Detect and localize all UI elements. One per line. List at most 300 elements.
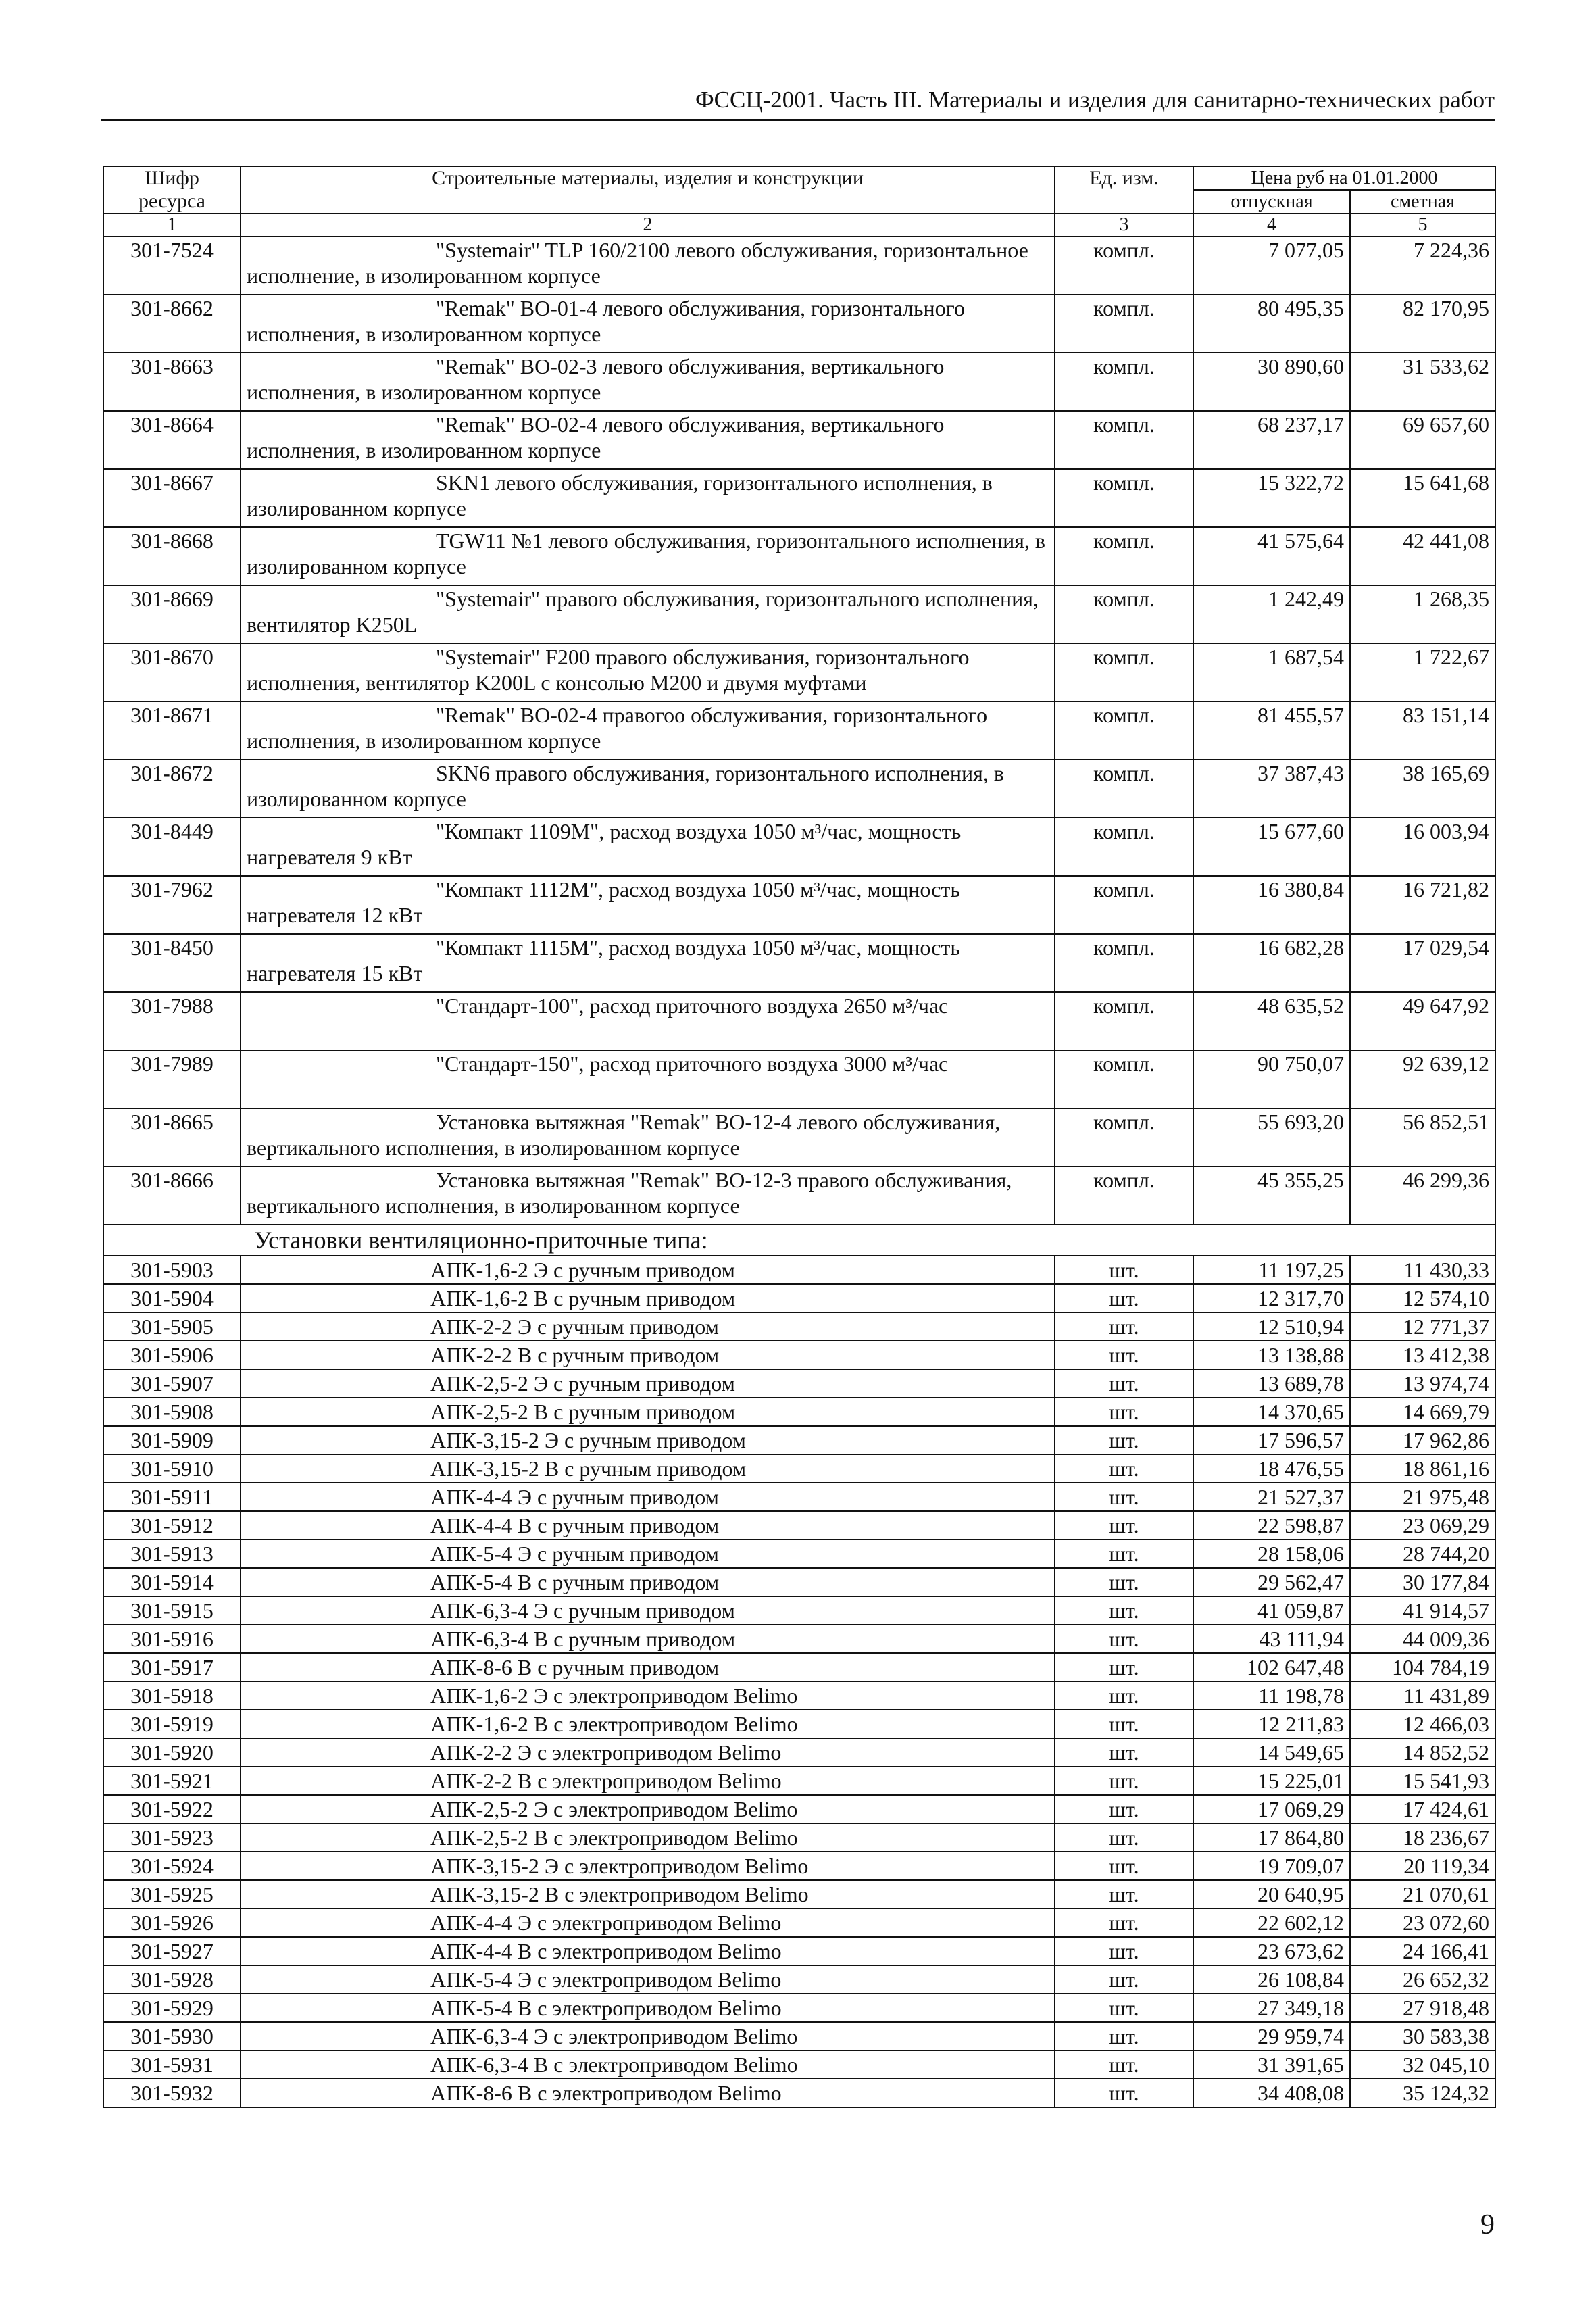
item-name bbox=[241, 469, 1055, 527]
unit: шт. bbox=[1055, 1823, 1193, 1852]
item-name: АПК-6,3-4 В с электроприводом Belimo bbox=[241, 2050, 1055, 2079]
table-row bbox=[103, 1256, 1495, 1284]
unit: компл. bbox=[1055, 818, 1193, 876]
release-price: 17 069,29 bbox=[1193, 1795, 1350, 1823]
table-row bbox=[103, 934, 1495, 992]
release-price: 1 242,49 bbox=[1193, 585, 1350, 643]
resource-code: 301-7988 bbox=[103, 992, 241, 1050]
estimate-price: 23 069,29 bbox=[1350, 1511, 1495, 1540]
table-row bbox=[103, 585, 1495, 643]
estimate-price: 42 441,08 bbox=[1350, 527, 1495, 585]
estimate-price: 28 744,20 bbox=[1350, 1540, 1495, 1568]
item-name bbox=[241, 237, 1055, 295]
item-name: АПК-8-6 В с ручным приводом bbox=[241, 1653, 1055, 1681]
table-row bbox=[103, 2079, 1495, 2107]
resource-code: 301-5918 bbox=[103, 1681, 241, 1710]
release-price: 37 387,43 bbox=[1193, 760, 1350, 818]
item-name: АПК-8-6 В с электроприводом Belimo bbox=[241, 2079, 1055, 2107]
table-row bbox=[103, 1625, 1495, 1653]
item-name: АПК-2,5-2 В с ручным приводом bbox=[241, 1398, 1055, 1426]
resource-code: 301-5925 bbox=[103, 1880, 241, 1909]
table-row bbox=[103, 2050, 1495, 2079]
estimate-price: 20 119,34 bbox=[1350, 1852, 1495, 1880]
release-price: 90 750,07 bbox=[1193, 1050, 1350, 1108]
release-price: 20 640,95 bbox=[1193, 1880, 1350, 1909]
estimate-price: 56 852,51 bbox=[1350, 1108, 1495, 1166]
release-price: 81 455,57 bbox=[1193, 701, 1350, 760]
table-row bbox=[103, 411, 1495, 469]
item-name: АПК-6,3-4 Э с электроприводом Belimo bbox=[241, 2022, 1055, 2050]
item-name: АПК-2-2 В с электроприводом Belimo bbox=[241, 1767, 1055, 1795]
table-row bbox=[103, 1596, 1495, 1625]
table-row bbox=[103, 1738, 1495, 1767]
resource-code: 301-8664 bbox=[103, 411, 241, 469]
item-name bbox=[241, 876, 1055, 934]
unit: компл. bbox=[1055, 585, 1193, 643]
estimate-price: 32 045,10 bbox=[1350, 2050, 1495, 2079]
estimate-price: 17 029,54 bbox=[1350, 934, 1495, 992]
estimate-price: 17 962,86 bbox=[1350, 1426, 1495, 1454]
item-name: АПК-3,15-2 В с ручным приводом bbox=[241, 1454, 1055, 1483]
release-price: 13 138,88 bbox=[1193, 1341, 1350, 1369]
table-row bbox=[103, 1994, 1495, 2022]
estimate-price: 15 641,68 bbox=[1350, 469, 1495, 527]
release-price: 29 562,47 bbox=[1193, 1568, 1350, 1596]
col-price-header: Цена руб на 01.01.2000 bbox=[1193, 166, 1495, 190]
col-estimate-header: сметная bbox=[1350, 190, 1495, 214]
release-price: 68 237,17 bbox=[1193, 411, 1350, 469]
unit: шт. bbox=[1055, 1341, 1193, 1369]
col-name-header: Строительные материалы, изделия и конструкции bbox=[241, 166, 1055, 214]
release-price: 19 709,07 bbox=[1193, 1852, 1350, 1880]
item-name-text: Установка вытяжная "Remak" ВО-12-4 левого обслуживания, вертикального исполнения, в изолированном корпусе bbox=[247, 1110, 1001, 1160]
item-name bbox=[241, 527, 1055, 585]
item-name: АПК-1,6-2 В с ручным приводом bbox=[241, 1284, 1055, 1312]
resource-code: 301-5927 bbox=[103, 1937, 241, 1965]
item-name bbox=[241, 1108, 1055, 1166]
table-row bbox=[103, 1454, 1495, 1483]
unit: шт. bbox=[1055, 1284, 1193, 1312]
item-name-text: "Systemair" F200 правого обслуживания, горизонтального исполнения, вентилятор K200L с консолью M200 и двумя муфтами bbox=[247, 645, 970, 695]
resource-code: 301-5932 bbox=[103, 2079, 241, 2107]
table-row bbox=[103, 295, 1495, 353]
resource-code: 301-5906 bbox=[103, 1341, 241, 1369]
resource-code: 301-5917 bbox=[103, 1653, 241, 1681]
table-row bbox=[103, 353, 1495, 411]
release-price: 30 890,60 bbox=[1193, 353, 1350, 411]
resource-code: 301-5924 bbox=[103, 1852, 241, 1880]
unit: компл. bbox=[1055, 1050, 1193, 1108]
table-row bbox=[103, 1284, 1495, 1312]
page-header: ФССЦ-2001. Часть III. Материалы и изделия для санитарно-технических работ bbox=[101, 87, 1495, 121]
release-price: 23 673,62 bbox=[1193, 1937, 1350, 1965]
item-name: АПК-1,6-2 В с электроприводом Belimo bbox=[241, 1710, 1055, 1738]
table-row bbox=[103, 1937, 1495, 1965]
table-body-bottom bbox=[103, 1256, 1495, 2107]
release-price: 15 322,72 bbox=[1193, 469, 1350, 527]
resource-code: 301-7524 bbox=[103, 237, 241, 295]
estimate-price: 27 918,48 bbox=[1350, 1994, 1495, 2022]
release-price: 102 647,48 bbox=[1193, 1653, 1350, 1681]
item-name: АПК-3,15-2 В с электроприводом Belimo bbox=[241, 1880, 1055, 1909]
table-header bbox=[103, 166, 1495, 237]
unit: компл. bbox=[1055, 469, 1193, 527]
resource-code: 301-5904 bbox=[103, 1284, 241, 1312]
estimate-price: 30 583,38 bbox=[1350, 2022, 1495, 2050]
resource-code: 301-8666 bbox=[103, 1166, 241, 1225]
col-number: 1 bbox=[103, 214, 241, 237]
release-price: 16 380,84 bbox=[1193, 876, 1350, 934]
resource-code: 301-5921 bbox=[103, 1767, 241, 1795]
table-section bbox=[103, 1225, 1495, 1256]
resource-code: 301-5907 bbox=[103, 1369, 241, 1398]
release-price: 14 370,65 bbox=[1193, 1398, 1350, 1426]
table-row bbox=[103, 1965, 1495, 1994]
estimate-price: 49 647,92 bbox=[1350, 992, 1495, 1050]
resource-code: 301-8449 bbox=[103, 818, 241, 876]
item-name: АПК-6,3-4 В с ручным приводом bbox=[241, 1625, 1055, 1653]
unit: компл. bbox=[1055, 237, 1193, 295]
unit: шт. bbox=[1055, 1596, 1193, 1625]
item-name-text: TGW11 №1 левого обслуживания, горизонтального исполнения, в изолированном корпусе bbox=[247, 528, 1046, 578]
unit: компл. bbox=[1055, 876, 1193, 934]
release-price: 13 689,78 bbox=[1193, 1369, 1350, 1398]
estimate-price: 12 574,10 bbox=[1350, 1284, 1495, 1312]
table-row bbox=[103, 1166, 1495, 1225]
estimate-price: 104 784,19 bbox=[1350, 1653, 1495, 1681]
resource-code: 301-5923 bbox=[103, 1823, 241, 1852]
unit: шт. bbox=[1055, 1398, 1193, 1426]
release-price: 22 602,12 bbox=[1193, 1909, 1350, 1937]
unit: шт. bbox=[1055, 2079, 1193, 2107]
estimate-price: 38 165,69 bbox=[1350, 760, 1495, 818]
item-name-text: SKN6 правого обслуживания, горизонтального исполнения, в изолированном корпусе bbox=[247, 761, 1004, 811]
unit: компл. bbox=[1055, 701, 1193, 760]
resource-code: 301-5903 bbox=[103, 1256, 241, 1284]
unit: шт. bbox=[1055, 1994, 1193, 2022]
estimate-price: 18 861,16 bbox=[1350, 1454, 1495, 1483]
item-name bbox=[241, 701, 1055, 760]
table-row bbox=[103, 1710, 1495, 1738]
estimate-price: 1 722,67 bbox=[1350, 643, 1495, 701]
item-name: АПК-5-4 В с электроприводом Belimo bbox=[241, 1994, 1055, 2022]
table-row bbox=[103, 1852, 1495, 1880]
item-name: АПК-6,3-4 Э с ручным приводом bbox=[241, 1596, 1055, 1625]
item-name bbox=[241, 1166, 1055, 1225]
item-name bbox=[241, 295, 1055, 353]
estimate-price: 31 533,62 bbox=[1350, 353, 1495, 411]
table-row bbox=[103, 1795, 1495, 1823]
item-name bbox=[241, 1050, 1055, 1108]
unit: шт. bbox=[1055, 1909, 1193, 1937]
unit: шт. bbox=[1055, 1540, 1193, 1568]
release-price: 27 349,18 bbox=[1193, 1994, 1350, 2022]
resource-code: 301-5931 bbox=[103, 2050, 241, 2079]
release-price: 21 527,37 bbox=[1193, 1483, 1350, 1511]
item-name: АПК-2-2 Э с ручным приводом bbox=[241, 1312, 1055, 1341]
release-price: 18 476,55 bbox=[1193, 1454, 1350, 1483]
item-name: АПК-4-4 В с электроприводом Belimo bbox=[241, 1937, 1055, 1965]
release-price: 22 598,87 bbox=[1193, 1511, 1350, 1540]
item-name bbox=[241, 585, 1055, 643]
unit: шт. bbox=[1055, 2050, 1193, 2079]
release-price: 11 198,78 bbox=[1193, 1681, 1350, 1710]
table-row bbox=[103, 1653, 1495, 1681]
item-name-text: "Remak" ВО-02-4 левого обслуживания, вертикального исполнения, в изолированном корпусе bbox=[247, 412, 945, 462]
release-price: 16 682,28 bbox=[1193, 934, 1350, 992]
section-title: Установки вентиляционно-приточные типа: bbox=[103, 1225, 1495, 1256]
resource-code: 301-5928 bbox=[103, 1965, 241, 1994]
item-name-text: "Systemair" TLP 160/2100 левого обслуживания, горизонтальное исполнение, в изолированном корпусе bbox=[247, 238, 1028, 288]
unit: шт. bbox=[1055, 1681, 1193, 1710]
unit: компл. bbox=[1055, 992, 1193, 1050]
item-name bbox=[241, 353, 1055, 411]
release-price: 43 111,94 bbox=[1193, 1625, 1350, 1653]
col-code-header: Шифр ресурса bbox=[103, 166, 241, 214]
item-name-text: "Компакт 1109М", расход воздуха 1050 м³/час, мощность нагревателя 9 кВт bbox=[247, 819, 962, 869]
item-name: АПК-4-4 В с ручным приводом bbox=[241, 1511, 1055, 1540]
table-row bbox=[103, 1823, 1495, 1852]
item-name bbox=[241, 760, 1055, 818]
unit: шт. bbox=[1055, 1483, 1193, 1511]
item-name: АПК-3,15-2 Э с электроприводом Belimo bbox=[241, 1852, 1055, 1880]
unit: компл. bbox=[1055, 760, 1193, 818]
release-price: 12 211,83 bbox=[1193, 1710, 1350, 1738]
unit: шт. bbox=[1055, 1653, 1193, 1681]
unit: компл. bbox=[1055, 411, 1193, 469]
table-row bbox=[103, 1483, 1495, 1511]
resource-code: 301-5920 bbox=[103, 1738, 241, 1767]
col-number: 5 bbox=[1350, 214, 1495, 237]
item-name: АПК-5-4 Э с ручным приводом bbox=[241, 1540, 1055, 1568]
resource-code: 301-7962 bbox=[103, 876, 241, 934]
release-price: 14 549,65 bbox=[1193, 1738, 1350, 1767]
unit: шт. bbox=[1055, 1312, 1193, 1341]
estimate-price: 14 852,52 bbox=[1350, 1738, 1495, 1767]
unit: компл. bbox=[1055, 527, 1193, 585]
unit: шт. bbox=[1055, 1965, 1193, 1994]
resource-code: 301-7989 bbox=[103, 1050, 241, 1108]
resource-code: 301-8662 bbox=[103, 295, 241, 353]
item-name bbox=[241, 818, 1055, 876]
resource-code: 301-5922 bbox=[103, 1795, 241, 1823]
estimate-price: 44 009,36 bbox=[1350, 1625, 1495, 1653]
estimate-price: 41 914,57 bbox=[1350, 1596, 1495, 1625]
unit: шт. bbox=[1055, 1426, 1193, 1454]
release-price: 80 495,35 bbox=[1193, 295, 1350, 353]
item-name-text: "Remak" ВО-02-3 левого обслуживания, вертикального исполнения, в изолированном корпусе bbox=[247, 354, 945, 404]
resource-code: 301-8665 bbox=[103, 1108, 241, 1166]
estimate-price: 13 412,38 bbox=[1350, 1341, 1495, 1369]
item-name-text: Установка вытяжная "Remak" ВО-12-3 правого обслуживания, вертикального исполнения, в изолированном корпусе bbox=[247, 1168, 1012, 1218]
estimate-price: 1 268,35 bbox=[1350, 585, 1495, 643]
resource-code: 301-5909 bbox=[103, 1426, 241, 1454]
col-unit-header: Ед. изм. bbox=[1055, 166, 1193, 214]
table-row bbox=[103, 1909, 1495, 1937]
estimate-price: 46 299,36 bbox=[1350, 1166, 1495, 1225]
item-name: АПК-5-4 Э с электроприводом Belimo bbox=[241, 1965, 1055, 1994]
release-price: 11 197,25 bbox=[1193, 1256, 1350, 1284]
table-row bbox=[103, 527, 1495, 585]
table-row bbox=[103, 1568, 1495, 1596]
col-release-header: отпускная bbox=[1193, 190, 1350, 214]
unit: шт. bbox=[1055, 1937, 1193, 1965]
table-row bbox=[103, 760, 1495, 818]
unit: шт. bbox=[1055, 1511, 1193, 1540]
release-price: 15 677,60 bbox=[1193, 818, 1350, 876]
resource-code: 301-5911 bbox=[103, 1483, 241, 1511]
item-name: АПК-2,5-2 В с электроприводом Belimo bbox=[241, 1823, 1055, 1852]
resource-code: 301-5919 bbox=[103, 1710, 241, 1738]
unit: компл. bbox=[1055, 1108, 1193, 1166]
release-price: 28 158,06 bbox=[1193, 1540, 1350, 1568]
estimate-price: 30 177,84 bbox=[1350, 1568, 1495, 1596]
release-price: 41 575,64 bbox=[1193, 527, 1350, 585]
resource-code: 301-5908 bbox=[103, 1398, 241, 1426]
table-row bbox=[103, 1341, 1495, 1369]
table-row bbox=[103, 1880, 1495, 1909]
resource-code: 301-5926 bbox=[103, 1909, 241, 1937]
table-row bbox=[103, 2022, 1495, 2050]
unit: шт. bbox=[1055, 1852, 1193, 1880]
resource-code: 301-5905 bbox=[103, 1312, 241, 1341]
estimate-price: 35 124,32 bbox=[1350, 2079, 1495, 2107]
release-price: 26 108,84 bbox=[1193, 1965, 1350, 1994]
unit: компл. bbox=[1055, 353, 1193, 411]
resource-code: 301-8672 bbox=[103, 760, 241, 818]
item-name bbox=[241, 992, 1055, 1050]
estimate-price: 21 975,48 bbox=[1350, 1483, 1495, 1511]
release-price: 17 596,57 bbox=[1193, 1426, 1350, 1454]
resource-code: 301-5914 bbox=[103, 1568, 241, 1596]
table-row bbox=[103, 1540, 1495, 1568]
col-number: 4 bbox=[1193, 214, 1350, 237]
table-row bbox=[103, 701, 1495, 760]
table-row bbox=[103, 643, 1495, 701]
estimate-price: 24 166,41 bbox=[1350, 1937, 1495, 1965]
resource-code: 301-8670 bbox=[103, 643, 241, 701]
item-name-text: "Компакт 1112М", расход воздуха 1050 м³/час, мощность нагревателя 12 кВт bbox=[247, 877, 960, 927]
table-row bbox=[103, 1369, 1495, 1398]
page-number: 9 bbox=[1480, 2209, 1495, 2240]
table-row bbox=[103, 469, 1495, 527]
release-price: 48 635,52 bbox=[1193, 992, 1350, 1050]
table-row bbox=[103, 992, 1495, 1050]
item-name-text: "Стандарт-100", расход приточного воздуха 2650 м³/час bbox=[436, 993, 949, 1018]
unit: шт. bbox=[1055, 1738, 1193, 1767]
estimate-price: 69 657,60 bbox=[1350, 411, 1495, 469]
unit: шт. bbox=[1055, 1795, 1193, 1823]
col-number: 3 bbox=[1055, 214, 1193, 237]
estimate-price: 7 224,36 bbox=[1350, 237, 1495, 295]
estimate-price: 13 974,74 bbox=[1350, 1369, 1495, 1398]
release-price: 12 317,70 bbox=[1193, 1284, 1350, 1312]
estimate-price: 26 652,32 bbox=[1350, 1965, 1495, 1994]
unit: шт. bbox=[1055, 1710, 1193, 1738]
table-row bbox=[103, 1312, 1495, 1341]
release-price: 17 864,80 bbox=[1193, 1823, 1350, 1852]
item-name: АПК-2-2 Э с электроприводом Belimo bbox=[241, 1738, 1055, 1767]
estimate-price: 16 721,82 bbox=[1350, 876, 1495, 934]
item-name-text: "Компакт 1115М", расход воздуха 1050 м³/час, мощность нагревателя 15 кВт bbox=[247, 935, 960, 985]
table-row bbox=[103, 1767, 1495, 1795]
unit: шт. bbox=[1055, 2022, 1193, 2050]
item-name: АПК-1,6-2 Э с электроприводом Belimo bbox=[241, 1681, 1055, 1710]
table-row bbox=[103, 1398, 1495, 1426]
resource-code: 301-5913 bbox=[103, 1540, 241, 1568]
resource-code: 301-8663 bbox=[103, 353, 241, 411]
release-price: 1 687,54 bbox=[1193, 643, 1350, 701]
release-price: 31 391,65 bbox=[1193, 2050, 1350, 2079]
item-name: АПК-4-4 Э с электроприводом Belimo bbox=[241, 1909, 1055, 1937]
release-price: 12 510,94 bbox=[1193, 1312, 1350, 1341]
table-body-top bbox=[103, 237, 1495, 1225]
resource-code: 301-5912 bbox=[103, 1511, 241, 1540]
item-name: АПК-2-2 В с ручным приводом bbox=[241, 1341, 1055, 1369]
table-row bbox=[103, 1050, 1495, 1108]
release-price: 55 693,20 bbox=[1193, 1108, 1350, 1166]
release-price: 34 408,08 bbox=[1193, 2079, 1350, 2107]
resource-code: 301-8668 bbox=[103, 527, 241, 585]
resource-code: 301-8671 bbox=[103, 701, 241, 760]
unit: компл. bbox=[1055, 295, 1193, 353]
item-name-text: "Стандарт-150", расход приточного воздуха 3000 м³/час bbox=[436, 1052, 949, 1076]
item-name bbox=[241, 411, 1055, 469]
item-name bbox=[241, 643, 1055, 701]
item-name: АПК-2,5-2 Э с электроприводом Belimo bbox=[241, 1795, 1055, 1823]
estimate-price: 17 424,61 bbox=[1350, 1795, 1495, 1823]
table-row bbox=[103, 1426, 1495, 1454]
item-name-text: "Remak" ВО-02-4 правогоо обслуживания, горизонтального исполнения, в изолированном корпусе bbox=[247, 703, 988, 753]
resource-code: 301-5910 bbox=[103, 1454, 241, 1483]
col-number: 2 bbox=[241, 214, 1055, 237]
unit: шт. bbox=[1055, 1256, 1193, 1284]
table-row bbox=[103, 818, 1495, 876]
item-name-text: SKN1 левого обслуживания, горизонтального исполнения, в изолированном корпусе bbox=[247, 470, 993, 520]
item-name bbox=[241, 934, 1055, 992]
release-price: 7 077,05 bbox=[1193, 237, 1350, 295]
estimate-price: 21 070,61 bbox=[1350, 1880, 1495, 1909]
item-name: АПК-2,5-2 Э с ручным приводом bbox=[241, 1369, 1055, 1398]
table-row bbox=[103, 876, 1495, 934]
estimate-price: 14 669,79 bbox=[1350, 1398, 1495, 1426]
item-name: АПК-1,6-2 Э с ручным приводом bbox=[241, 1256, 1055, 1284]
unit: шт. bbox=[1055, 1767, 1193, 1795]
unit: шт. bbox=[1055, 1454, 1193, 1483]
resource-code: 301-8667 bbox=[103, 469, 241, 527]
resource-code: 301-8669 bbox=[103, 585, 241, 643]
release-price: 29 959,74 bbox=[1193, 2022, 1350, 2050]
estimate-price: 16 003,94 bbox=[1350, 818, 1495, 876]
unit: компл. bbox=[1055, 643, 1193, 701]
table-row bbox=[103, 1108, 1495, 1166]
estimate-price: 11 430,33 bbox=[1350, 1256, 1495, 1284]
resource-code: 301-5930 bbox=[103, 2022, 241, 2050]
release-price: 41 059,87 bbox=[1193, 1596, 1350, 1625]
estimate-price: 11 431,89 bbox=[1350, 1681, 1495, 1710]
release-price: 45 355,25 bbox=[1193, 1166, 1350, 1225]
unit: шт. bbox=[1055, 1568, 1193, 1596]
resource-code: 301-5929 bbox=[103, 1994, 241, 2022]
table-row bbox=[103, 237, 1495, 295]
estimate-price: 12 771,37 bbox=[1350, 1312, 1495, 1341]
estimate-price: 92 639,12 bbox=[1350, 1050, 1495, 1108]
unit: шт. bbox=[1055, 1880, 1193, 1909]
unit: компл. bbox=[1055, 934, 1193, 992]
estimate-price: 83 151,14 bbox=[1350, 701, 1495, 760]
estimate-price: 82 170,95 bbox=[1350, 295, 1495, 353]
resource-code: 301-8450 bbox=[103, 934, 241, 992]
